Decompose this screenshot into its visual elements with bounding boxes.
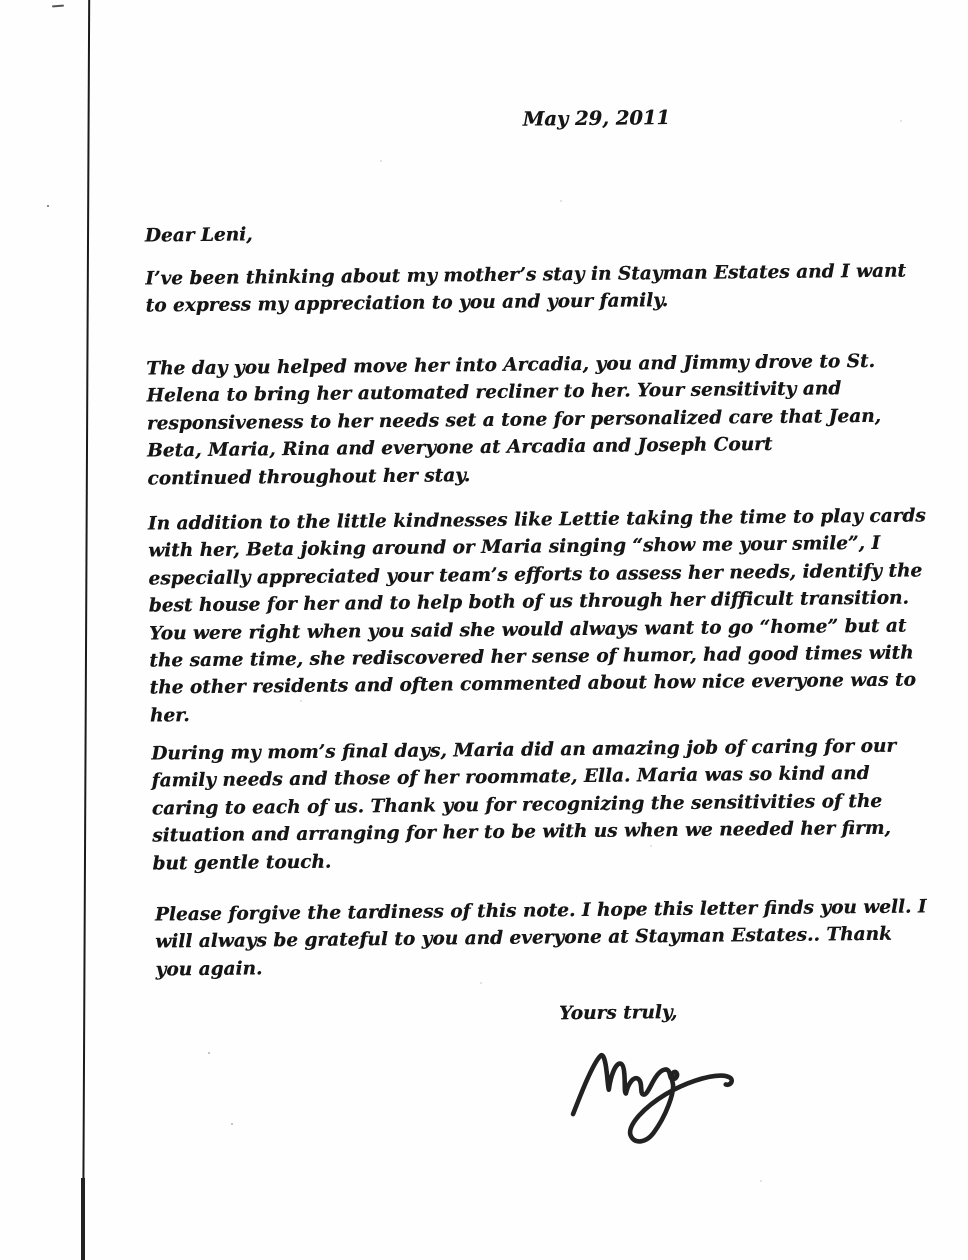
letter-paragraph-5: Please forgive the tardiness of this note. I hope this letter finds you well. I will always be grateful to you and everyone at Stayman Estates.. Thank you again.	[154, 896, 927, 981]
letter-paragraph-2: The day you helped move her into Arcadia, you and Jimmy drove to St. Helena to bring her automated recliner to her. Your sensitivity and responsiveness to her needs set a tone for personalized care that Jean, Beta, Maria, Rina and everyone at Arcadia and Joseph Court continued throughout her stay.	[146, 350, 882, 490]
letter-salutation: Dear Leni,	[144, 224, 253, 247]
signature-handwriting	[544, 1030, 795, 1163]
letter-date: May 29, 2011	[522, 106, 671, 131]
letter-paragraph-4: During my mom’s final days, Maria did an amazing job of caring for our family needs and those of her roommate, Ella. Maria was so kind and caring to each of us. Thank you for recognizing the sensitivities of the situation and arranging for her to be with us when we needed her firm, but gentle touch.	[151, 735, 897, 875]
letter-closing: Yours truly,	[558, 1001, 678, 1025]
signature-stroke	[572, 1054, 732, 1142]
letter-paragraph-1: I’ve been thinking about my mother’s stay in Stayman Estates and I want to express my appreciation to you and your family.	[145, 260, 906, 317]
letter-paragraph-3: In addition to the little kindnesses like Lettie taking the time to play cards with her, Beta joking around or Maria singing “show me your smile”, I especially appreciated your team’s efforts to assess her needs, identify the best house for her and to help both of us through her difficult transition. You were right when you said she would always want to go “home” but at the same time, she rediscovered her sense of humor, had good times with the other residents and often commented about how nice everyone was to her.	[147, 505, 926, 727]
